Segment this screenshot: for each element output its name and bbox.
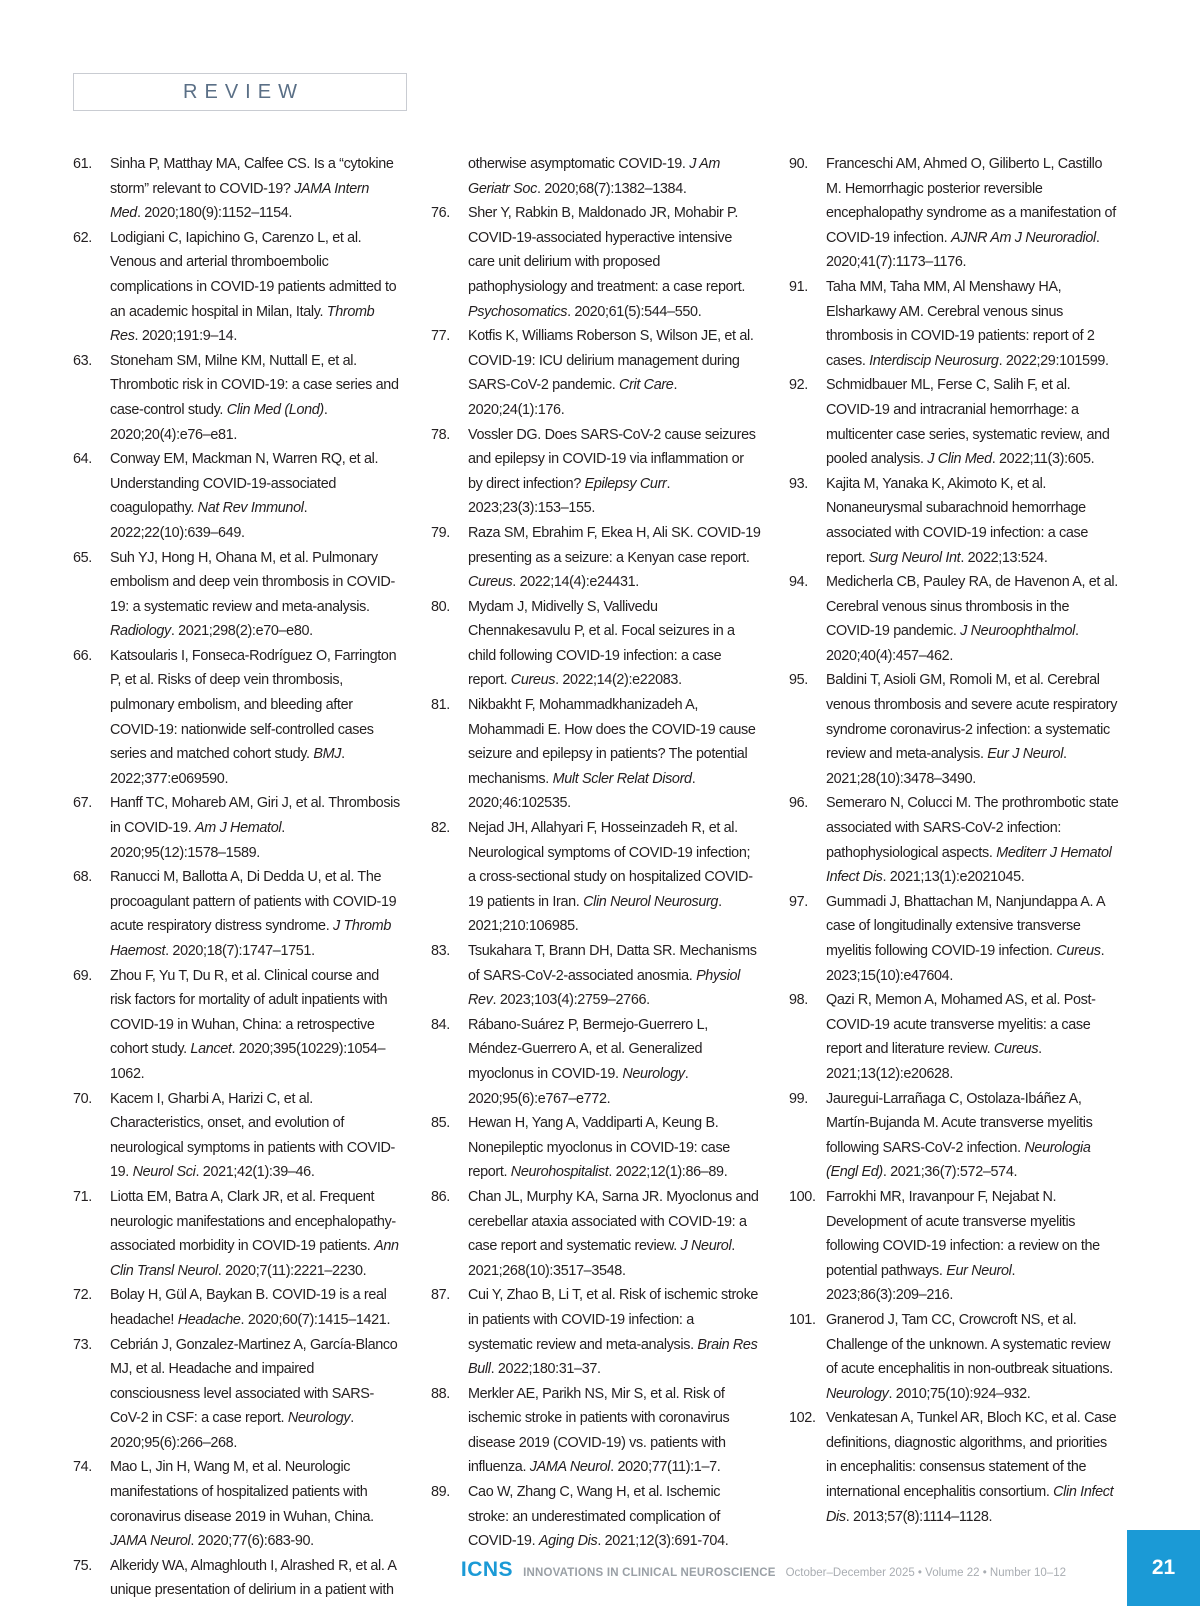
reference-text [826,373,1119,471]
journal-title: Am J Hematol [195,820,282,837]
reference-text [468,201,761,324]
journal-title: J Neurol [680,1238,732,1255]
reference-number: 76. [431,205,450,222]
journal-title: Crit Care [619,377,674,394]
journal-title: Nat Rev Immunol [197,500,304,517]
reference-number: 68. [73,869,92,886]
reference-text [110,1185,403,1283]
reference-text [468,152,761,201]
reference-number: 101. [789,1311,816,1328]
reference-citation: . 2020;95(6):e767–e772. [468,1065,689,1107]
reference-text [826,988,1119,1086]
reference-text [468,1013,761,1111]
reference-text [110,964,403,1087]
reference-body: Semeraro N, Colucci M. The prothrombotic state associated with SARS-CoV-2 infection: pathophysiological aspects. [826,795,1119,861]
reference-entry [789,373,1119,471]
reference-text [826,791,1119,889]
journal-title: Radiology [110,623,171,640]
reference-citation: . 2022;22(10):639–649. [110,500,308,541]
journal-title: Neurology [287,1410,351,1427]
journal-title: Brain Res Bull [468,1336,758,1378]
reference-number: 78. [431,426,450,443]
reference-number: 102. [789,1410,816,1427]
reference-entry [73,546,403,644]
reference-text [110,1333,403,1456]
journal-title: Interdiscip Neurosurg [869,352,999,369]
journal-title: JAMA Neurol [110,1533,191,1550]
section-label: REVIEW [183,80,304,103]
journal-title: Eur J Neurol [987,746,1064,763]
reference-entry [431,201,761,324]
reference-number: 71. [73,1188,92,1205]
reference-body: Medicherla CB, Pauley RA, de Havenon A, et al. Cerebral venous sinus thrombosis in the COVID-19 pandemic. [826,574,1118,640]
journal-title: Cureus [993,1041,1039,1058]
reference-body: Venkatesan A, Tunkel AR, Bloch KC, et al. Case definitions, diagnostic algorithms, and priorities in encephalitis: consensus statement of the international encephalitis consortium. [826,1410,1117,1501]
reference-text [468,1185,761,1283]
reference-citation: . 2020;180(9):1152–1154. [136,205,293,222]
reference-entry [73,865,403,963]
reference-entry [73,1333,403,1456]
reference-text [110,1283,403,1332]
reference-text [826,1406,1119,1529]
reference-text [826,890,1119,988]
reference-text [110,152,403,226]
reference-body: Kajita M, Yanaka K, Akimoto K, et al. Nonaneurysmal subarachnoid hemorrhage associated with COVID-19 infection: a case report. [826,475,1089,566]
reference-citation: . 2020;20(4):e76–e81. [110,401,328,443]
reference-citation: . 2020;18(7):1747–1751. [165,943,315,959]
reference-entry [789,570,1119,668]
reference-body: Schmidbauer ML, Ferse C, Salih F, et al. COVID-19 and intracranial hemorrhage: a multicenter case series, systematic review, and pooled analysis. [826,377,1110,468]
journal-title: Ann Clin Transl Neurol [110,1238,399,1279]
reference-text [826,1308,1119,1406]
reference-text [110,546,403,644]
reference-number: 90. [789,156,808,172]
reference-body: otherwise asymptomatic COVID-19. [468,156,690,172]
reference-citation: . 2022;11(3):605. [991,451,1095,468]
reference-text [110,226,403,349]
reference-entry [789,1087,1119,1185]
reference-text [826,1185,1119,1308]
reference-body: Granerod J, Tam CC, Crowcroft NS, et al. Challenge of the unknown. A systematic review of acute encephalitis in non-outbreak situations. [826,1311,1113,1378]
reference-text [110,644,403,792]
journal-title: Neurology [826,1385,889,1402]
reference-number: 97. [789,893,808,910]
reference-text [826,152,1119,275]
reference-number: 96. [789,795,808,812]
reference-citation: . 2020;395(10229):1054–1062. [110,1041,386,1082]
reference-citation: . 2021;13(12):e20628. [826,1041,1042,1082]
reference-citation: . 2023;15(10):e47604. [826,943,1105,984]
journal-title: Eur Neurol [946,1262,1012,1279]
page-footer [0,1530,1200,1606]
reference-number: 88. [431,1385,450,1402]
reference-entry [789,791,1119,889]
journal-title: Neurol Sci [132,1164,196,1181]
reference-entry [431,1111,761,1185]
journal-title: Physiol Rev [468,967,741,1009]
reference-entry [789,668,1119,791]
journal-title: J Am Geriatr Soc [468,156,721,197]
reference-citation: . 2021;28(10):3478–3490. [826,746,1067,787]
reference-citation: . 2021;12(3):691-704. [597,1533,729,1550]
reference-entry [789,890,1119,988]
reference-number: 63. [73,352,92,369]
reference-entry [431,1185,761,1283]
reference-body: Kotfis K, Williams Roberson S, Wilson JE, et al. COVID-19: ICU delirium management during SARS-CoV-2 pandemic. [468,328,754,394]
reference-number: 87. [431,1287,450,1304]
reference-number: 79. [431,524,450,541]
reference-body: Conway EM, Mackman N, Warren RQ, et al. Understanding COVID-19-associated coagulopathy. [110,451,379,517]
reference-body: Nejad JH, Allahyari F, Hosseinzadeh R, et al. Neurological symptoms of COVID-19 infection; a cross-sectional study on hospitalized COVID-19 patients in Iran. [468,820,753,910]
reference-body: Sinha P, Matthay MA, Calfee CS. Is a “cytokine storm” relevant to COVID-19? [110,156,394,197]
reference-body: Cao W, Zhang C, Wang H, et al. Ischemic stroke: an underestimated complication of COVID-19. [468,1484,721,1550]
reference-citation: . 2021;268(10):3517–3548. [468,1238,735,1279]
journal-logo: ICNS [460,1558,514,1581]
reference-citation: . 2020;7(11):2221–2230. [217,1262,367,1279]
reference-body: Hewan H, Yang A, Vaddiparti A, Keung B. Nonepileptic myoclonus in COVID-19: case report. [468,1115,730,1181]
reference-text [468,423,761,521]
reference-body: Cui Y, Zhao B, Li T, et al. Risk of ischemic stroke in patients with COVID-19 infection: a systematic review and meta-analysis. [468,1287,759,1353]
reference-body: Merkler AE, Parikh NS, Mir S, et al. Risk of ischemic stroke in patients with coronavirus disease 2019 (COVID-19) vs. patients with influenza. [468,1385,730,1476]
journal-title: Clin Med (Lond) [226,401,324,418]
reference-number: 99. [789,1090,808,1107]
journal-title: Clin Neurol Neurosurg [583,893,719,910]
reference-body: Suh YJ, Hong H, Ohana M, et al. Pulmonary embolism and deep vein thrombosis in COVID-19: a systematic review and meta-analysis. [110,549,395,615]
reference-text [826,570,1119,668]
journal-title: Headache [177,1311,241,1328]
reference-number: 72. [73,1287,92,1304]
reference-entry [73,791,403,865]
publication-name: INNOVATIONS IN CLINICAL NEUROSCIENCE [523,1567,776,1579]
reference-number: 69. [73,967,92,984]
reference-body: Katsoularis I, Fonseca-Rodríguez O, Farrington P, et al. Risks of deep vein thrombosis, pulmonary embolism, and bleeding after COVID-19: nationwide self-controlled cases series and matched cohort study. [110,647,397,763]
reference-citation: . 2021;13(1):e2021045. [882,869,1025,886]
reference-entry [431,816,761,939]
reference-text [468,1283,761,1381]
reference-entry [73,152,403,226]
journal-title: BMJ [313,746,342,763]
journal-title: Psychosomatics [468,303,568,320]
reference-entry [789,1406,1119,1529]
reference-text [110,791,403,865]
reference-citation: . 2022;377:e069590. [110,746,345,787]
reference-entry [431,939,761,1013]
reference-number: 92. [789,377,808,394]
reference-number: 81. [431,697,450,714]
reference-citation: . 2020;77(6):683-90. [190,1533,314,1550]
reference-text [468,595,761,693]
journal-title: J Clin Med [927,451,992,468]
reference-citation: . 2020;41(7):1173–1176. [826,229,1100,271]
reference-entry [431,693,761,816]
reference-body: Hanff TC, Mohareb AM, Giri J, et al. Thrombosis in COVID-19. [110,795,400,837]
journal-title: Cureus [510,672,556,689]
journal-title: Neurohospitalist [510,1164,609,1181]
reference-entry [789,152,1119,275]
reference-citation: . 2022;14(2):e22083. [555,672,682,689]
journal-title: Aging Dis [538,1533,598,1550]
reference-body: Taha MM, Taha MM, Al Menshawy HA, Elsharkawy AM. Cerebral venous sinus thrombosis in COVID-19 patients: report of 2 cases. [826,278,1095,369]
reference-citation: . 2022;29:101599. [998,352,1109,369]
reference-number: 85. [431,1115,450,1132]
reference-body: Jauregui-Larrañaga C, Ostolaza-Ibáñez A, Martín-Bujanda M. Acute transverse myelitis following SARS-CoV-2 infection. [826,1090,1093,1156]
journal-title: J Thromb Haemost [110,918,391,959]
reference-body: Qazi R, Memon A, Mohamed AS, et al. Post-COVID-19 acute transverse myelitis: a case report and literature review. [826,992,1096,1058]
reference-entry [431,595,761,693]
journal-title: Lancet [190,1041,232,1058]
reference-citation: . 2021;298(2):e70–e80. [170,623,313,640]
references-column-2 [431,152,761,1554]
reference-entry [73,1087,403,1185]
reference-body: Cebrián J, Gonzalez-Martinez A, García-Blanco MJ, et al. Headache and impaired consciousness level associated with SARS-CoV-2 in CSF: a case report. [110,1336,398,1427]
reference-entry [431,1382,761,1480]
issue-info: October–December 2025 • Volume 22 • Number 10–12 [785,1567,1066,1579]
journal-title: Mediterr J Hematol Infect Dis [826,844,1112,886]
reference-number: 61. [73,156,92,172]
reference-number: 93. [789,475,808,492]
reference-text [826,275,1119,373]
reference-body: Chan JL, Murphy KA, Sarna JR. Myoclonus and cerebellar ataxia associated with COVID-19: a case report and systematic review. [468,1188,759,1255]
reference-entry [431,152,761,201]
reference-citation: . 2020;61(5):544–550. [567,303,702,320]
reference-citation: . 2020;95(6):266–268. [110,1410,354,1451]
footer-masthead [461,1558,1066,1582]
reference-entry [431,423,761,521]
reference-text [826,472,1119,570]
reference-text [468,1382,761,1480]
reference-number: 91. [789,278,808,295]
reference-entry [73,447,403,545]
journal-title: Epilepsy Curr [584,475,667,492]
reference-citation: . 2020;46:102535. [468,770,696,812]
reference-number: 80. [431,598,450,615]
references-column-3 [789,152,1119,1529]
reference-number: 100. [789,1188,816,1205]
reference-entry [431,324,761,422]
reference-citation: . 2023;86(3):209–216. [826,1262,1016,1304]
reference-body: Tsukahara T, Brann DH, Datta SR. Mechanisms of SARS-CoV-2-associated anosmia. [468,943,757,984]
reference-entry [431,521,761,595]
journal-title: JAMA Neurol [529,1459,611,1476]
reference-number: 86. [431,1188,450,1205]
reference-entry [73,349,403,447]
reference-number: 73. [73,1336,92,1353]
page-number: 21 [1151,1556,1176,1579]
journal-title: Cureus [468,574,513,591]
journal-title: Mult Scler Relat Disord [552,770,692,787]
reference-citation: . 2020;191:9–14. [134,328,237,345]
reference-citation: . 2023;23(3):153–155. [468,475,671,517]
journal-title: J Neuroophthalmol [960,623,1075,640]
reference-body: Raza SM, Ebrahim F, Ekea H, Ali SK. COVID-19 presenting as a seizure: a Kenyan case report. [468,524,761,566]
reference-body: Stoneham SM, Milne KM, Nuttall E, et al. Thrombotic risk in COVID-19: a case series and case-control study. [110,352,399,418]
reference-text [468,939,761,1013]
reference-text [468,816,761,939]
reference-citation: . 2021;210:106985. [468,893,722,935]
reference-entry [73,964,403,1087]
reference-body: Rábano-Suárez P, Bermejo-Guerrero L, Méndez-Guerrero A, et al. Generalized myoclonus in COVID-19. [468,1016,708,1082]
reference-body: Sher Y, Rabkin B, Maldonado JR, Mohabir P. COVID-19-associated hyperactive intensive care unit delirium with proposed pathophysiology and treatment: a case report. [468,205,746,295]
journal-title: Surg Neurol Int [868,549,961,566]
reference-number: 98. [789,992,808,1009]
journal-title: Thromb Res [110,303,375,345]
reference-citation: . 2022;14(4):e24431. [512,574,639,591]
reference-number: 83. [431,943,450,959]
reference-entry [431,1283,761,1381]
reference-body: Ranucci M, Ballotta A, Di Dedda U, et al. The procoagulant pattern of patients with COVID-19 acute respiratory distress syndrome. [110,869,397,935]
reference-number: 94. [789,574,808,591]
reference-body: Gummadi J, Bhattachan M, Nanjundappa A. A case of longitudinally extensive transverse myelitis following COVID-19 infection. [826,893,1105,959]
reference-entry [73,644,403,792]
reference-text [468,324,761,422]
reference-body: Zhou F, Yu T, Du R, et al. Clinical course and risk factors for mortality of adult inpatients with COVID-19 in Wuhan, China: a retrospective cohort study. [110,967,388,1058]
reference-citation: . 2022;12(1):86–89. [608,1164,728,1181]
reference-text [110,447,403,545]
reference-body: Farrokhi MR, Iravanpour F, Nejabat N. Development of acute transverse myelitis following COVID-19 infection: a review on the potential pathways. [826,1188,1100,1279]
reference-citation: . 2020;95(12):1578–1589. [110,820,285,861]
reference-body: Alkeridy WA, Almaghlouth I, Alrashed R, et al. A unique presentation of delirium in a patient with [110,1557,396,1599]
reference-body: Liotta EM, Batra A, Clark JR, et al. Frequent neurologic manifestations and encephalopathy-associated morbidity in COVID-19 patients. [110,1188,396,1255]
journal-title: Neurologia (Engl Ed) [826,1139,1091,1181]
section-header-box [73,73,407,111]
reference-number: 67. [73,795,92,812]
journal-title: Cureus [1056,943,1101,959]
reference-citation: . 2020;60(7):1415–1421. [240,1311,391,1328]
journal-title: Clin Infect Dis [826,1484,1114,1525]
reference-entry [789,1185,1119,1308]
reference-entry [789,275,1119,373]
reference-entry [73,226,403,349]
reference-number: 89. [431,1484,450,1501]
reference-entry [789,988,1119,1086]
reference-citation: . 2021;42(1):39–46. [195,1164,315,1181]
reference-entry [73,1185,403,1283]
reference-entry [789,472,1119,570]
reference-number: 77. [431,328,450,345]
reference-text [110,349,403,447]
reference-body: Mao L, Jin H, Wang M, et al. Neurologic manifestations of hospitalized patients with coronavirus disease 2019 in Wuhan, China. [110,1459,374,1525]
reference-citation: . 2010;75(10):924–932. [888,1385,1031,1402]
reference-entry [73,1283,403,1332]
reference-citation: . 2021;36(7):572–574. [882,1164,1018,1181]
reference-citation: . 2020;77(11):1–7. [610,1459,721,1476]
reference-citation: . 2023;103(4):2759–2766. [492,992,650,1009]
reference-citation: . 2020;24(1):176. [468,377,678,418]
references-column-1 [73,152,403,1603]
reference-body: Bolay H, Gül A, Baykan B. COVID-19 is a real headache! [110,1287,387,1328]
reference-entry [789,1308,1119,1406]
reference-number: 75. [73,1557,92,1574]
reference-number: 66. [73,647,92,664]
reference-citation: . 2020;68(7):1382–1384. [536,180,687,197]
reference-number: 82. [431,820,450,837]
reference-text [826,668,1119,791]
reference-number: 65. [73,549,92,566]
page-number-box [1127,1530,1200,1606]
reference-text [468,521,761,595]
reference-text [110,1087,403,1185]
reference-text [468,1111,761,1185]
reference-body: Franceschi AM, Ahmed O, Giliberto L, Castillo M. Hemorrhagic posterior reversible encephalopathy syndrome as a manifestation of COVID-19 infection. [826,156,1116,246]
journal-title: AJNR Am J Neuroradiol [950,229,1096,246]
journal-title: Neurology [622,1065,685,1082]
reference-body: Lodigiani C, Iapichino G, Carenzo L, et al. Venous and arterial thromboembolic complications in COVID-19 patients admitted to an academic hospital in Milan, Italy. [110,229,397,320]
reference-number: 84. [431,1016,450,1033]
reference-citation: . 2013;57(8):1114–1128. [845,1508,993,1525]
reference-number: 64. [73,451,92,468]
reference-citation: . 2022;13:524. [960,549,1048,566]
reference-body: Baldini T, Asioli GM, Romoli M, et al. Cerebral venous thrombosis and severe acute respiratory syndrome coronavirus-2 infection: a systematic review and meta-analysis. [826,672,1118,763]
reference-number: 74. [73,1459,92,1476]
reference-number: 62. [73,229,92,246]
journal-title: JAMA Intern Med [110,180,369,222]
reference-text [826,1087,1119,1185]
reference-body: Nikbakht F, Mohammadkhanizadeh A, Mohammadi E. How does the COVID-19 cause seizure and epilepsy in patients? The potential mechanisms. [468,697,756,787]
reference-citation: . 2022;180:31–37. [490,1361,601,1378]
reference-body: Vossler DG. Does SARS-CoV-2 cause seizures and epilepsy in COVID-19 via inflammation or by direct infection? [468,426,756,492]
reference-text [110,865,403,963]
reference-citation: . 2020;40(4):457–462. [826,623,1079,664]
reference-number: 95. [789,672,808,689]
reference-entry [431,1013,761,1111]
reference-text [468,693,761,816]
reference-body: Mydam J, Midivelly S, Vallivedu Chennakesavulu P, et al. Focal seizures in a child following COVID-19 infection: a case report. [468,598,735,689]
reference-body: Kacem I, Gharbi A, Harizi C, et al. Characteristics, onset, and evolution of neurological symptoms in patients with COVID-19. [110,1090,395,1181]
reference-number: 70. [73,1090,92,1107]
